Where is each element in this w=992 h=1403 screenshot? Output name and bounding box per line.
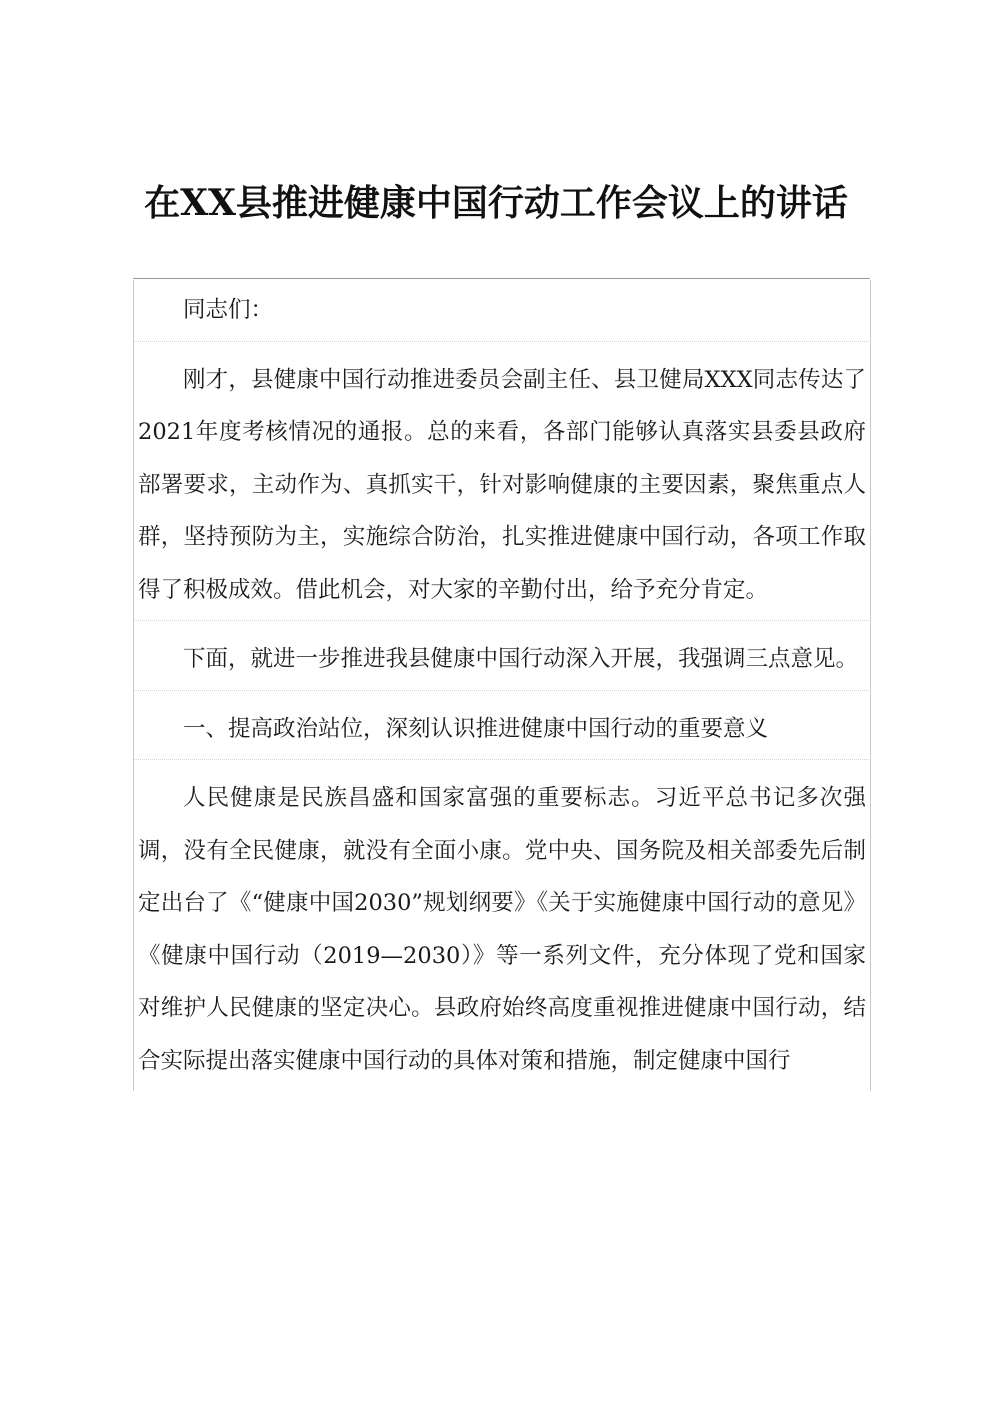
header-rule (133, 278, 870, 279)
paragraph-intro: 下面，就进一步推进我县健康中国行动深入开展，我强调三点意见。 (134, 620, 871, 690)
paragraph-opening: 刚才，县健康中国行动推进委员会副主任、县卫健局XXX同志传达了2021年度考核情况的通报。总的来看，各部门能够认真落实县委县政府部署要求，主动作为、真抓实干，针对影响健康的主要因素，聚焦重点人群，坚持预防为主，实施综合防治，扎实推进健康中国行动，各项工作取得了积极成效。借此机会，对大家的辛勤付出，给予充分肯定。 (134, 341, 871, 621)
paragraph-salutation: 同志们： (134, 280, 871, 341)
section-heading-one: 一、提高政治站位，深刻认识推进健康中国行动的重要意义 (134, 690, 871, 760)
document-title: 在XX县推进健康中国行动工作会议上的讲话 (144, 182, 848, 224)
paragraph-body: 人民健康是民族昌盛和国家富强的重要标志。习近平总书记多次强调，没有全民健康，就没有全面小康。党中央、国务院及相关部委先后制定出台了《“健康中国2030”规划纲要》《关于实施健康中国行动的意见》《健康中国行动（2019—2030）》等一系列文件，充分体现了党和国家对维护人民健康的坚定决心。县政府始终高度重视推进健康中国行动，结合实际提出落实健康中国行动的具体对策和措施，制定健康中国行 (134, 759, 871, 1091)
document-body (133, 280, 871, 1091)
